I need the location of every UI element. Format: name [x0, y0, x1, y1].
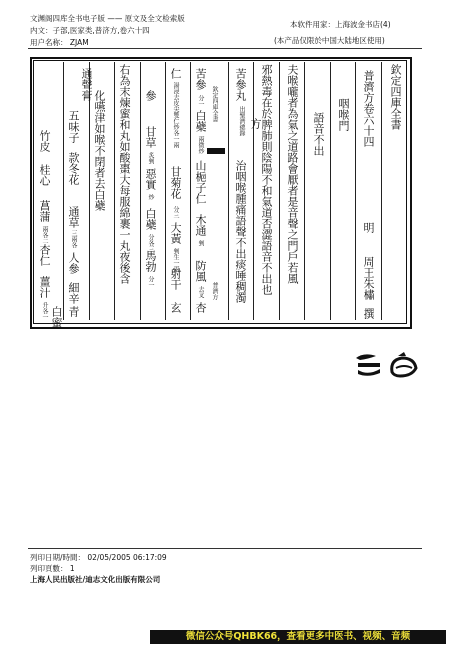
section-heading: 咽喉門	[337, 98, 350, 131]
column-rule	[165, 62, 166, 320]
author-name	[362, 256, 374, 319]
fang-heading: 方	[249, 118, 262, 129]
ingredient: 杏	[194, 302, 207, 313]
column-rule	[355, 62, 356, 320]
header-divider	[28, 48, 422, 49]
header-user-name: ZJAM	[69, 38, 89, 47]
footer-divider	[28, 548, 422, 549]
recipe-name: 苦參丸	[234, 68, 247, 101]
recipe-indication: 治咽喉腫痛語聲不出痰唾稠濁	[234, 160, 247, 303]
header-content-path: 内文：子部,医家类,普济方,卷六十四	[30, 26, 150, 35]
column-rule	[114, 62, 115, 320]
ingredient: 五味子	[67, 110, 80, 143]
ingredient-note: 炒	[147, 194, 154, 200]
recipe-name: 通聲膏	[80, 68, 93, 101]
ingredient: 惡實	[144, 168, 157, 190]
ingredient: 白蘗	[194, 110, 207, 132]
column-rule	[304, 62, 305, 320]
ingredient: 射干	[169, 268, 182, 290]
ingredient: 桂心	[38, 164, 51, 186]
method-line: 化嚥津如喉不閉者去白蘗	[93, 90, 106, 211]
ingredient: 細辛	[67, 282, 80, 304]
header-user-label: 用户名称：	[30, 38, 68, 47]
column-rule	[330, 62, 331, 320]
ingredient-note: 分各三	[147, 234, 154, 252]
volume-title: 普濟方卷六十四	[362, 70, 375, 147]
footer-publisher: 上海人民出版社/迪志文化出版有限公司	[30, 575, 161, 584]
print-page-count: 列印頁數： 1	[30, 564, 75, 573]
author-name-text: 周王朱橚	[362, 256, 375, 300]
column-rule	[63, 62, 64, 320]
ingredient: 白蘗	[144, 208, 157, 230]
recipe-source-note: 出聖濟總錄	[238, 106, 245, 136]
ingredient-note: 剉	[197, 240, 204, 246]
ingredient-note: 分三	[172, 206, 179, 218]
ingredient: 甘菊花	[169, 166, 182, 199]
header-user-row	[30, 38, 89, 48]
ingredient: 大黃	[169, 222, 182, 244]
page-margin-band	[207, 62, 225, 320]
ingredient-note: 分一	[197, 95, 204, 107]
ingredient: 薑汁	[38, 276, 51, 298]
margin-fishtail	[207, 148, 225, 154]
header-title: 文渊阁四库全书电子版 —— 原文及全文检索版	[30, 14, 185, 23]
ingredient-note: 去叉	[197, 286, 204, 298]
ingredient: 款冬花	[67, 152, 80, 185]
margin-label: 普濟方	[211, 282, 218, 300]
ingredient: 玄	[169, 302, 182, 313]
ingredient: 青	[67, 306, 80, 317]
print-datetime: 列印日期/時間： 02/05/2005 06:17:09	[30, 553, 167, 562]
ingredient-note: 升各一	[41, 302, 48, 320]
ingredient: 苦參	[194, 68, 207, 90]
method-line: 右為末煉蜜和丸如酸棗大每服綿裹一丸夜後含	[118, 64, 131, 284]
ingredient: 參	[144, 90, 157, 101]
ingredient-note: 剉生一兩	[172, 248, 179, 272]
ingredient: 甘草	[144, 126, 157, 148]
paragraph-line: 邪熱毒在於脾肺則陰陽不和氣道否澀語音不出也	[260, 64, 273, 295]
ingredient: 防風	[194, 260, 207, 282]
column-rule	[381, 62, 382, 320]
column-rule	[253, 62, 254, 320]
ingredient: 杏仁	[38, 244, 51, 266]
ingredient: 人參	[67, 252, 80, 274]
ingredient-note: 炙剉	[147, 152, 154, 164]
column-rule	[279, 62, 280, 320]
ingredient: 山梔子仁	[194, 160, 207, 204]
ingredient: 仁	[169, 68, 182, 79]
book-title: 欽定四庫全書	[389, 64, 402, 130]
paragraph-line: 夫喉嚨者為氣之道路會厭者是音聲之門戶若風	[286, 64, 299, 284]
margin-label: 欽定四庫全書	[211, 86, 218, 122]
ingredient: 竹皮	[38, 130, 51, 152]
ingredient-note: 三兩各	[70, 230, 77, 248]
ingredient: 馬勃	[144, 250, 157, 272]
ingredient-note: 兩微炒	[197, 136, 204, 154]
ingredient-note: 湯浸去皮尖雙仁炒各一兩	[172, 82, 179, 148]
author-role: 撰	[362, 308, 375, 319]
ingredient: 白蜜	[50, 306, 63, 328]
header-licensee: 本软件用家：上海波金书店(4)	[290, 20, 391, 29]
ingredient: 菖蒲	[38, 200, 51, 222]
ingredient-note: 分一	[147, 276, 154, 288]
author-dynasty: 明	[362, 222, 375, 233]
subsection-heading: 語音不出	[312, 112, 325, 156]
header-region-note: (本产品仅限於中国大陆地区使用)	[274, 36, 385, 45]
column-rule	[140, 62, 141, 320]
column-rule	[228, 62, 229, 320]
ingredient: 通草	[67, 206, 80, 228]
column-rule	[190, 62, 191, 320]
publisher-logo-icon	[354, 350, 418, 378]
ingredient-note: 兩各二	[41, 226, 48, 244]
ingredient: 木通	[194, 214, 207, 236]
promo-banner: 微信公众号QHBK66，查看更多中医书、视频、音频	[150, 630, 446, 644]
